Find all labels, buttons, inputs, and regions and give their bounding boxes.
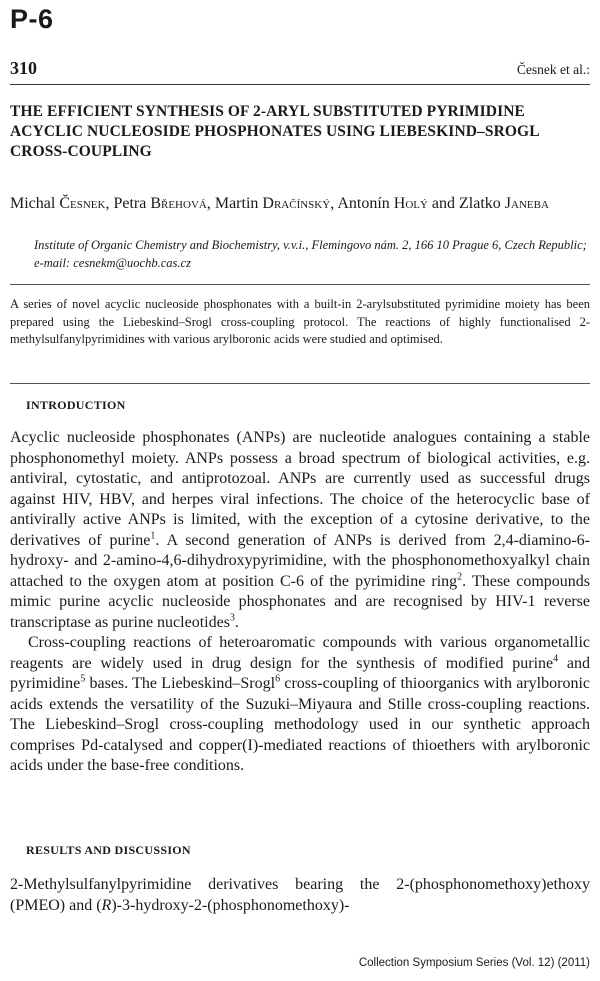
section-heading-results: RESULTS AND DISCUSSION [26,843,191,857]
author-family-smallcaps: esnek [70,195,106,212]
author: Zlatko Janeba [459,195,549,212]
results-body [10,875,590,916]
author-family-smallcaps: olý [405,195,428,212]
citation-ref: 2 [457,571,463,583]
page-label: P-6 [10,4,54,34]
article-title: THE EFFICIENT SYNTHESIS OF 2-ARYL SUBSTITUTED PYRIMIDINE ACYCLIC NUCLEOSIDE PHOSPHONATES USING LIEBESKIND–SROGL CROSS-COUPLING [10,103,539,160]
intro-paragraph-1: Acyclic nucleoside phosphonates (ANPs) are nucleotide analogues containing a stable phosphonomethyl moiety. ANPs possess a broad spectrum of biological activities, e.g. antiviral, cytostatic, and antiprotozoal. ANPs are currently used as successful drugs against HIV, HBV, and herpes viral infections. The choice of the heterocyclic base of antivirally active ANPs is limited, with the exception of a cytosine derivative, to the derivatives of purine$^1$. A second generation of ANPs is derived from 2,4-diamino-6-hydroxy- and 2-amino-4,6-dihydroxypyrimidine, with the phosphonomethoxyalkyl chain attached to the oxygen atom at position C-6 of the pyrimidine ring$^2$. These compounds mimic purine acyclic nucleoside phosphonates and are recognised by HIV-1 reverse transcriptase as purine nucleotides$^3$. [10,429,591,631]
author: Martin Dračínský [214,195,331,212]
intro-paragraph-2: Cross-coupling reactions of heteroaromatic compounds with various organometallic reagents are widely used in drug design for the synthesis of modified purine$^4$ and pyrimidine$^5$ bases. The Liebeskind–Srogl$^6$ cross-coupling of thioorganics with arylboronic acids extends the versatility of the Suzuki–Miyaura and Stille cross-coupling reactions. The Liebeskind–Srogl cross-coupling methodology used in our synthetic approach comprises Pd-catalysed and copper(I)-mediated reactions of thioethers with arylboronic acids under the base-free conditions. [10,634,591,774]
section-heading-introduction: INTRODUCTION [26,398,126,412]
abstract-rule-top [10,284,590,285]
introduction-body [10,428,590,777]
journal-footer: Collection Symposium Series (Vol. 12) (2011) [358,957,590,969]
affiliation: Institute of Organic Chemistry and Biochemistry, v.v.i., Flemingovo nám. 2, 166 10 Prague 6, Czech Republic; e-mail: cesnekm@uochb.cas.cz [34,238,587,270]
author: Michal Česnek [10,195,106,212]
abstract-rule-bottom [10,383,590,384]
author: Antonín Holý [337,195,428,212]
page-number: 310 [10,58,37,78]
author-list: Michal Česnek, Petra Břehová, Martin Dračínský, Antonín Holý and Zlatko Janeba [10,195,549,212]
italic-run: R [101,896,112,914]
author: Petra Břehová [113,195,207,212]
author-family-smallcaps: aneba [511,195,549,212]
results-paragraph-1: 2-Methylsulfanylpyrimidine derivatives bearing the 2-(phosphonomethoxy)ethoxy (PMEO) and (R)-3-hydroxy-2-(phosphonomethoxy)- [10,876,590,914]
page-header [10,58,590,79]
citation-ref: 5 [80,673,86,685]
author-family-smallcaps: račínský [273,195,331,212]
citation-ref: 6 [275,673,281,685]
header-rule [10,84,590,85]
running-head: Česnek et al.: [516,62,590,77]
author-family-smallcaps: řehová [161,195,207,212]
citation-ref: 3 [229,612,235,624]
citation-ref: 4 [553,653,559,665]
abstract: A series of novel acyclic nucleoside phosphonates with a built-in 2-arylsubstituted pyrimidine moiety has been prepared using the Liebeskind–Srogl cross-coupling protocol. The reactions of highly functionalised 2-methylsulfanylpyrimidines with various arylboronic acids were studied and optimised. [10,297,590,346]
citation-ref: 1 [150,530,156,542]
